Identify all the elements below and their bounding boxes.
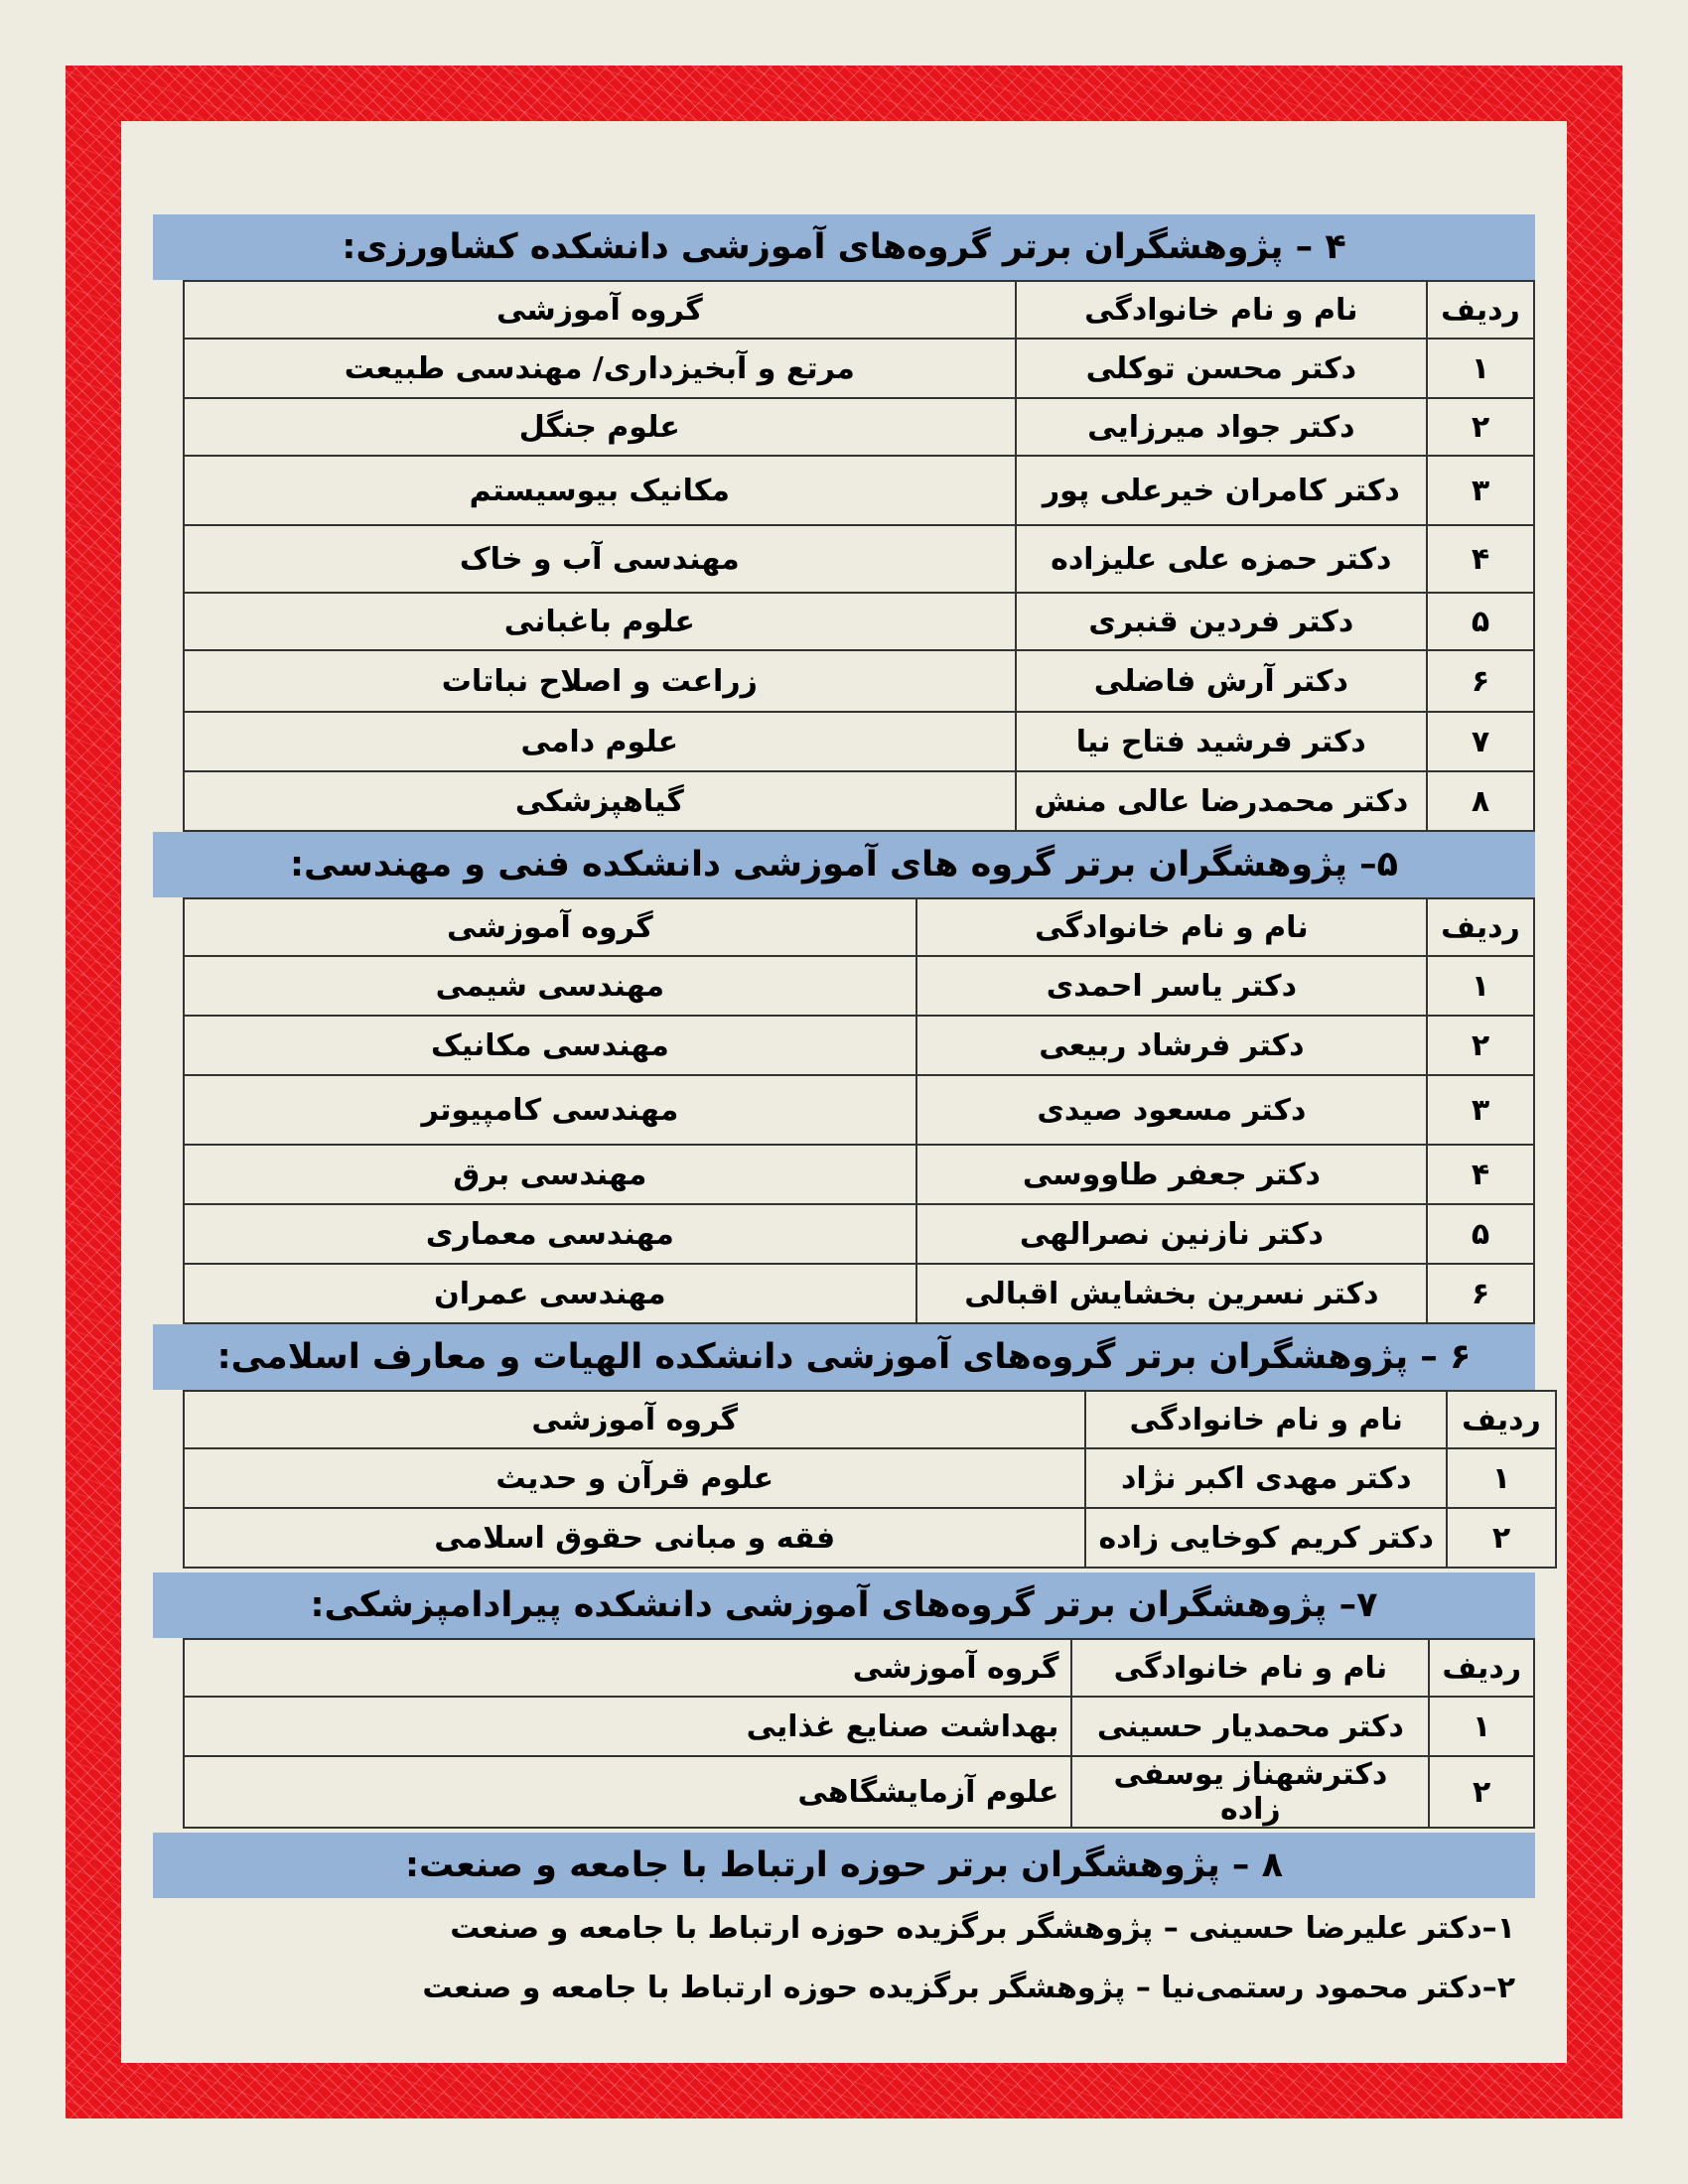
- department: مرتع و آبخیزداری/ مهندسی طبیعت: [184, 339, 1016, 398]
- table-row: [184, 456, 1534, 525]
- researchers-table: [183, 1638, 1535, 1829]
- table-row: [184, 593, 1534, 650]
- department: علوم دامی: [184, 712, 1016, 771]
- row-number: ۲: [1447, 1508, 1556, 1568]
- researchers-table: [183, 897, 1535, 1324]
- row-number: ۵: [1427, 1204, 1534, 1264]
- table-header-row: [184, 898, 1534, 956]
- table-row: [184, 1756, 1534, 1828]
- table-row: [184, 398, 1534, 456]
- section-title: ۶ – پژوهشگران برتر گروه‌های آموزشی دانشکده الهیات و معارف اسلامی:: [153, 1324, 1535, 1390]
- header-group: گروه آموزشی: [184, 1391, 1085, 1448]
- row-number: ۲: [1427, 1016, 1534, 1075]
- row-number: ۱: [1427, 956, 1534, 1016]
- department: زراعت و اصلاح نباتات: [184, 650, 1016, 712]
- header-group: گروه آموزشی: [184, 281, 1016, 339]
- row-number: ۸: [1427, 771, 1534, 831]
- table-row: [184, 956, 1534, 1016]
- table-header-row: [184, 281, 1534, 339]
- department: علوم قرآن و حدیث: [184, 1448, 1085, 1508]
- table-row: [184, 1075, 1534, 1145]
- department: علوم آزمایشگاهی: [184, 1756, 1071, 1828]
- table-row: [184, 650, 1534, 712]
- row-number: ۳: [1427, 1075, 1534, 1145]
- researcher-name: دکتر حمزه علی علیزاده: [1016, 525, 1427, 593]
- row-number: ۳: [1427, 456, 1534, 525]
- researcher-name: دکتر جعفر طاووسی: [916, 1145, 1427, 1204]
- table-row: [184, 1204, 1534, 1264]
- department: فقه و مبانی حقوق اسلامی: [184, 1508, 1085, 1568]
- researcher-name: دکتر یاسر احمدی: [916, 956, 1427, 1016]
- department: بهداشت صنایع غذایی: [184, 1697, 1071, 1756]
- researcher-name: دکتر کریم کوخایی زاده: [1085, 1508, 1447, 1568]
- industry-researcher-2: ۲–دکتر محمود رستمی‌نیا – پژوهشگر برگزیده حوزه ارتباط با جامعه و صنعت: [422, 1970, 1515, 2005]
- table-row: [184, 339, 1534, 398]
- row-number: ۱: [1429, 1697, 1534, 1756]
- table-row: [184, 771, 1534, 831]
- table-row: [184, 1508, 1556, 1568]
- table-row: [184, 1448, 1556, 1508]
- researcher-name: دکتر مسعود صیدی: [916, 1075, 1427, 1145]
- table-header-row: [184, 1391, 1556, 1448]
- document-content: [153, 214, 1541, 2017]
- header-row-number: ردیف: [1427, 281, 1534, 339]
- researcher-name: دکتر نازنین نصرالهی: [916, 1204, 1427, 1264]
- section-title: ۷– پژوهشگران برتر گروه‌های آموزشی دانشکده پیرادامپزشکی:: [153, 1572, 1535, 1638]
- department: مکانیک بیوسیستم: [184, 456, 1016, 525]
- researcher-name: دکترشهناز یوسفی زاده: [1071, 1756, 1429, 1828]
- researcher-name: دکتر محمدرضا عالی منش: [1016, 771, 1427, 831]
- department: مهندسی کامپیوتر: [184, 1075, 916, 1145]
- researcher-name: دکتر مهدی اکبر نژاد: [1085, 1448, 1447, 1508]
- department: مهندسی آب و خاک: [184, 525, 1016, 593]
- section-title: ۴ – پژوهشگران برتر گروه‌های آموزشی دانشکده کشاورزی:: [153, 214, 1535, 280]
- industry-researcher-1: ۱–دکتر علیرضا حسینی – پژوهشگر برگزیده حوزه ارتباط با جامعه و صنعت: [450, 1910, 1515, 1946]
- row-number: ۶: [1427, 1264, 1534, 1323]
- researcher-name: دکتر آرش فاضلی: [1016, 650, 1427, 712]
- header-name: نام و نام خانوادگی: [1071, 1639, 1429, 1697]
- header-row-number: ردیف: [1429, 1639, 1534, 1697]
- row-number: ۱: [1447, 1448, 1556, 1508]
- section-title: ۵– پژوهشگران برتر گروه های آموزشی دانشکده فنی و مهندسی:: [153, 832, 1535, 897]
- row-number: ۲: [1427, 398, 1534, 456]
- header-group: گروه آموزشی: [184, 898, 916, 956]
- researcher-name: دکتر کامران خیرعلی پور: [1016, 456, 1427, 525]
- researchers-table: [183, 280, 1535, 832]
- researcher-name: دکتر نسرین بخشایش اقبالی: [916, 1264, 1427, 1323]
- researcher-name: دکتر فرشید فتاح نیا: [1016, 712, 1427, 771]
- row-number: ۷: [1427, 712, 1534, 771]
- department: مهندسی عمران: [184, 1264, 916, 1323]
- researcher-name: دکتر جواد میرزایی: [1016, 398, 1427, 456]
- row-number: ۴: [1427, 1145, 1534, 1204]
- table-row: [184, 712, 1534, 771]
- table-header-row: [184, 1639, 1534, 1697]
- header-name: نام و نام خانوادگی: [1085, 1391, 1447, 1448]
- researcher-name: دکتر محمدیار حسینی: [1071, 1697, 1429, 1756]
- header-name: نام و نام خانوادگی: [916, 898, 1427, 956]
- row-number: ۴: [1427, 525, 1534, 593]
- header-row-number: ردیف: [1447, 1391, 1556, 1448]
- department: گیاهپزشکی: [184, 771, 1016, 831]
- department: علوم جنگل: [184, 398, 1016, 456]
- row-number: ۶: [1427, 650, 1534, 712]
- row-number: ۵: [1427, 593, 1534, 650]
- department: علوم باغبانی: [184, 593, 1016, 650]
- section-title: ۸ – پژوهشگران برتر حوزه ارتباط با جامعه و صنعت:: [153, 1833, 1535, 1898]
- header-group: گروه آموزشی: [184, 1639, 1071, 1697]
- header-row-number: ردیف: [1427, 898, 1534, 956]
- header-name: نام و نام خانوادگی: [1016, 281, 1427, 339]
- table-row: [184, 1145, 1534, 1204]
- table-row: [184, 1697, 1534, 1756]
- department: مهندسی شیمی: [184, 956, 916, 1016]
- department: مهندسی مکانیک: [184, 1016, 916, 1075]
- researcher-name: دکتر فرشاد ربیعی: [916, 1016, 1427, 1075]
- department: مهندسی معماری: [184, 1204, 916, 1264]
- department: مهندسی برق: [184, 1145, 916, 1204]
- researchers-table: [183, 1390, 1557, 1569]
- table-row: [184, 1016, 1534, 1075]
- researcher-name: دکتر فردین قنبری: [1016, 593, 1427, 650]
- researcher-name: دکتر محسن توکلی: [1016, 339, 1427, 398]
- row-number: ۲: [1429, 1756, 1534, 1828]
- row-number: ۱: [1427, 339, 1534, 398]
- table-row: [184, 525, 1534, 593]
- table-row: [184, 1264, 1534, 1323]
